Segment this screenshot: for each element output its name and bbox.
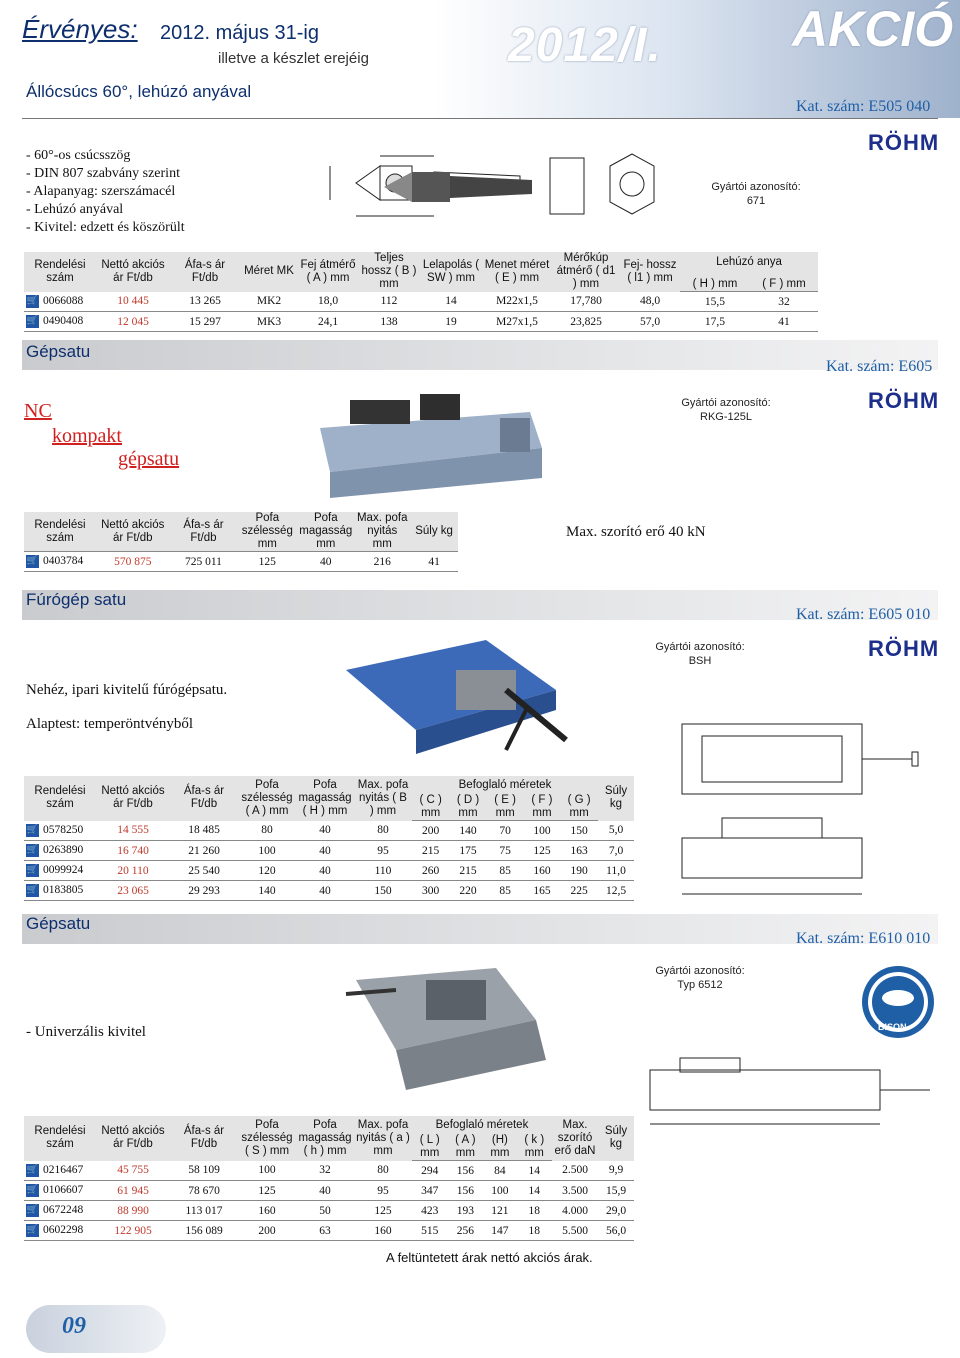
col-header: Max. pofa nyitás ( B ) mm [354,776,412,821]
col-header: Lehúzó anya [680,252,818,272]
live-center-table [24,252,818,332]
col-header: Max. pofa nyitás ( a ) mm [354,1116,412,1161]
col-header: Rendelési szám [24,252,96,292]
col-header: ( C ) mm [412,794,449,821]
cart-icon[interactable]: 🛒 [26,885,39,895]
table-row: 🛒 0216467 45 755 58 109 100 32 80 294 156 84 14 2.500 9,9 [24,1161,634,1181]
drill-vise-photo [336,630,576,770]
table-row: 🛒 0183805 23 065 29 293 140 40 150 300 220 85 165 225 12,5 [24,881,634,901]
nc-vise-photo [310,388,550,500]
table-row: 🛒 0099924 20 110 25 540 120 40 110 260 215 85 160 190 11,0 [24,861,634,881]
nc-vise-table [24,512,458,572]
cart-icon[interactable]: 🛒 [26,1185,39,1195]
col-header: Súly kg [598,776,634,821]
rohm-logo: RÖHM [868,636,940,661]
col-header: Fej átmérő ( A ) mm [298,252,358,292]
col-header: Pofa szélesség mm [237,512,297,552]
clamp-force-note: Max. szorító erő 40 kN [566,524,706,540]
stock-note: illetve a készlet erejéig [218,50,369,67]
live-center-photo [332,150,532,230]
period-label: 2012/I. [508,19,662,72]
col-header: Befoglaló méretek [412,1116,552,1134]
col-header: Nettó akciós ár Ft/db [96,252,170,292]
col-header: Lelapolás ( SW ) mm [420,252,482,292]
col-header: Pofa magasság ( h ) mm [296,1116,354,1161]
col-header: ( E ) mm [487,794,524,821]
col-header: Nettó akciós ár Ft/db [96,512,170,552]
table-row: 🛒 0672248 88 990 113 017 160 50 125 423 193 121 18 4.000 29,0 [24,1201,634,1221]
drill-vise-drawing [662,718,922,904]
universal-vise-photo [336,960,562,1100]
col-header: Pofa magasság ( H ) mm [296,776,354,821]
cart-icon[interactable]: 🛒 [26,316,39,326]
col-header: Méret MK [240,252,298,292]
feature-item: - Kivitel: edzett és köszörült [26,220,185,235]
col-header: Rendelési szám [24,512,96,552]
col-header: Max. szorító erő daN [552,1116,598,1161]
col-header: Befoglaló méretek [412,776,598,794]
col-header: Súly kg [598,1116,634,1161]
manufacturer-id: BSH [688,655,712,667]
manufacturer-label: Gyártói azonosító: [655,965,745,977]
feature-list [26,147,185,237]
page-number: 09 [62,1313,86,1339]
cart-icon[interactable]: 🛒 [26,865,39,875]
col-header: Nettó akciós ár Ft/db [96,1116,170,1161]
col-header: ( k ) mm [517,1134,552,1161]
col-header: Max. pofa nyitás mm [354,512,410,552]
section-title-drill-vise: Fúrógép satu [26,590,127,609]
nc-label: gépsatu [118,448,180,470]
manufacturer-label: Gyártói azonosító: [655,641,745,653]
col-header: Áfa-s ár Ft/db [170,776,238,821]
catalog-number: Kat. szám: E610 010 [796,930,931,947]
col-header: Pofa magasság mm [299,512,353,550]
catalog-number: Kat. szám: E605 [826,358,933,375]
cart-icon[interactable]: 🛒 [26,845,39,855]
col-header: ( A ) mm [448,1134,484,1161]
col-header: Pofa szélesség ( S ) mm [238,1116,296,1161]
manufacturer-label: Gyártói azonosító: [711,181,801,193]
col-header: Áfa-s ár Ft/db [170,512,238,552]
col-header: Rendelési szám [24,776,96,821]
col-header: Nettó akciós ár Ft/db [96,776,170,821]
col-header: ( D ) mm [449,794,486,821]
col-header: Pofa szélesség ( A ) mm [238,776,296,821]
section-title-live-center: Állócsúcs 60°, lehúzó anyával [26,82,252,101]
table-row: 🛒 0490408 12 045 15 297 MK3 24,1 138 19 M27x1,5 23,825 57,0 17,5 41 [24,312,818,332]
product-note: Alaptest: temperöntvényből [26,716,194,732]
cart-icon[interactable]: 🛒 [26,295,39,306]
bison-brand: BISON [878,1022,907,1032]
col-header: Áfa-s ár Ft/db [170,252,240,292]
col-header: Rendelési szám [24,1116,96,1161]
section-divider [22,118,938,119]
feature-item: - Lehúzó anyával [26,202,124,217]
table-row: 🛒 0578250 14 555 18 485 80 40 80 200 140 70 100 150 5,0 [24,821,634,841]
table-row: 🛒 0263890 16 740 21 260 100 40 95 215 175 75 125 163 7,0 [24,841,634,861]
section-bar [22,340,938,370]
cart-icon[interactable]: 🛒 [26,824,39,835]
catalog-number: Kat. szám: E505 040 [796,98,931,115]
col-header: ( L ) mm [412,1134,448,1161]
col-header: Teljes hossz ( B ) mm [358,252,420,292]
manufacturer-id-block [636,396,816,424]
page-number-badge [26,1305,166,1353]
col-header: (H) mm [483,1134,516,1161]
feature-item: - 60°-os csúcsszög [26,148,131,163]
rohm-logo: RÖHM [868,130,940,155]
col-header: ( G ) mm [560,794,598,821]
nc-label: kompakt [52,425,122,447]
nc-label: NC [24,400,52,422]
valid-date: 2012. május 31-ig [160,22,319,44]
manufacturer-id: 671 [746,195,766,207]
table-row: 🛒 0066088 10 445 13 265 MK2 18,0 112 14 M22x1,5 17,780 48,0 15,5 32 [24,292,818,312]
col-header: ( F ) mm [524,794,561,821]
section-title-universal-vise: Gépsatu [26,914,91,933]
cart-icon[interactable]: 🛒 [26,556,39,566]
universal-vise-table [24,1116,634,1241]
cart-icon[interactable]: 🛒 [26,1164,39,1175]
product-note: Nehéz, ipari kivitelű fúrógépsatu. [26,682,228,698]
catalog-number: Kat. szám: E605 010 [796,606,931,623]
manufacturer-id-block [610,640,790,668]
drill-vise-table [24,776,634,901]
universal-vise-drawing [640,1050,940,1134]
manufacturer-id-block [666,180,846,208]
manufacturer-id-block [610,964,790,992]
col-header: Fej- hossz ( l1 ) mm [620,252,680,292]
promo-label: AKCIÓ [792,1,954,57]
feature-item: - Alapanyag: szerszámacél [26,184,176,199]
manufacturer-id: Typ 6512 [677,979,723,991]
col-header: Áfa-s ár Ft/db [170,1116,238,1161]
table-row: 🛒 0106607 61 945 78 670 125 40 95 347 156 100 14 3.500 15,9 [24,1181,634,1201]
section-title-machine-vise: Gépsatu [26,342,91,361]
manufacturer-id: RKG-125L [700,411,752,423]
valid-label: Érvényes: [22,14,138,44]
feature-item: - DIN 807 szabvány szerint [26,166,180,181]
col-header: Mérőkúp átmérő ( d1 ) mm [552,252,620,292]
footer-note: A feltüntetett árak nettó akciós árak. [386,1250,593,1265]
col-header: ( H ) mm [680,278,750,292]
col-header: Súly kg [410,512,458,552]
col-header: Menet méret ( E ) mm [482,252,552,292]
col-header: ( F ) mm [750,278,818,292]
manufacturer-label: Gyártói azonosító: [681,397,771,409]
table-row: 🛒 0602298 122 905 156 089 200 63 160 515 256 147 18 5.500 56,0 [24,1221,634,1241]
cart-icon[interactable]: 🛒 [26,1225,39,1235]
table-row: 🛒 0403784 570 875 725 011 125 40 216 41 [24,552,458,572]
product-note: - Univerzális kivitel [26,1024,146,1040]
rohm-logo: RÖHM [868,388,940,413]
cart-icon[interactable]: 🛒 [26,1205,39,1215]
